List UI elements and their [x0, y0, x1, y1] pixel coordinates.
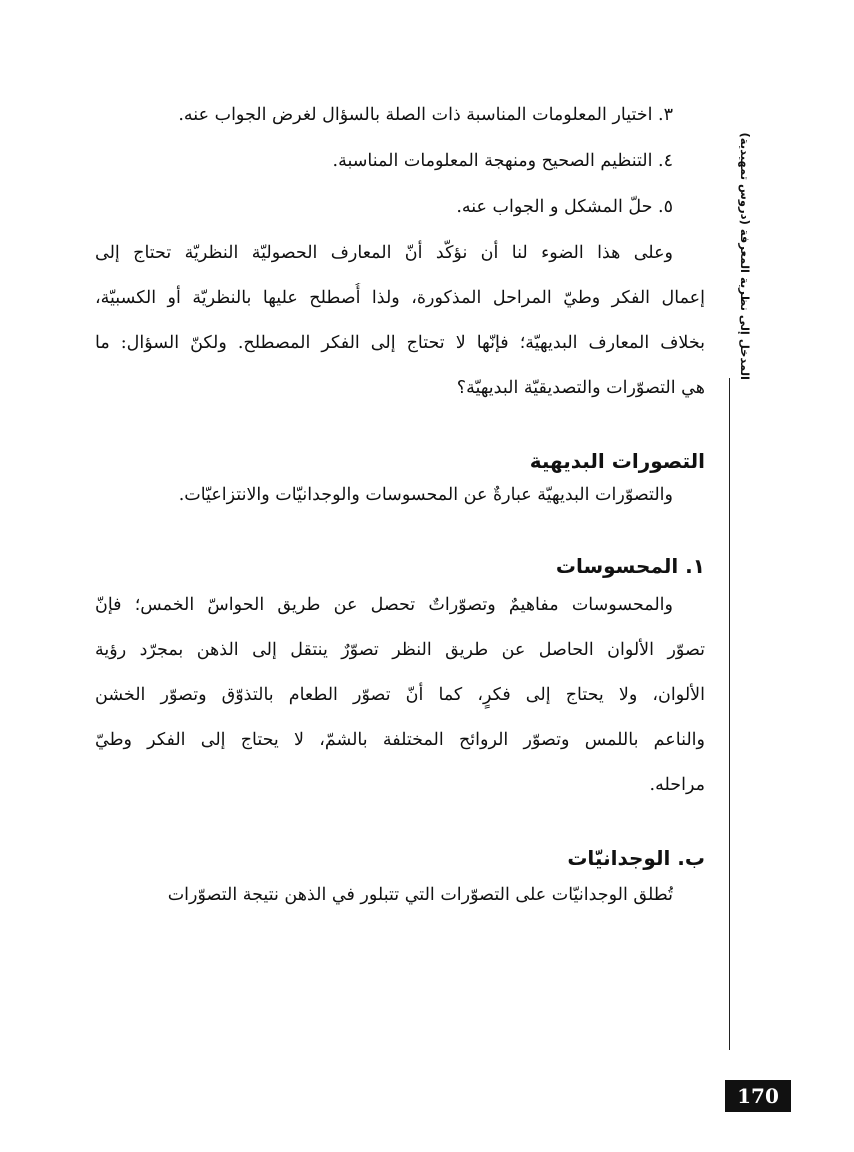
list-item-5: ٥. حلّ المشكل و الجواب عنه. — [456, 197, 673, 217]
page-number: 170 — [725, 1080, 791, 1112]
paragraph-3-line-1: تُطلق الوجدانيّات على التصوّرات التي تتبلور في الذهن نتيجة التصوّرات — [167, 885, 673, 905]
paragraph-1-line-4: هي التصوّرات والتصديقيّة البديهيّة؟ — [456, 378, 705, 398]
paragraph-1-line-2: إعمال الفكر وطيّ المراحل المذكورة، ولذا أُصطلح عليها بالنظريّة أو الكسبيّة، — [95, 288, 705, 308]
paragraph-2-line-1: والمحسوسات مفاهيمٌ وتصوّراتٌ تحصل عن طريق الحواسّ الخمس؛ فإنّ — [95, 595, 673, 615]
section-intro: والتصوّرات البديهيّة عبارةٌ عن المحسوسات والوجدانيّات والانتزاعيّات. — [178, 485, 673, 505]
list-item-3: ٣. اختيار المعلومات المناسبة ذات الصلة بالسؤال لغرض الجواب عنه. — [178, 105, 673, 125]
paragraph-1-line-3: بخلاف المعارف البديهيّة؛ فإنّها لا تحتاج إلى الفكر المصطلح. ولكنّ السؤال: ما — [95, 333, 705, 353]
side-title-text: المدخل إلى نظرية المعرفة (دروس تمهيدية) — [738, 132, 752, 380]
paragraph-2-line-5: مراحله. — [649, 775, 705, 795]
paragraph-2-line-4: والناعم باللمس وتصوّر الروائح المختلفة بالشمّ، لا يحتاج إلى الفكر وطيّ — [95, 730, 705, 750]
margin-rule — [729, 378, 730, 1050]
paragraph-1-line-1: وعلى هذا الضوء لنا أن نؤكّد أنّ المعارف الحصوليّة النظريّة تحتاج إلى — [95, 243, 673, 263]
main-text-column — [95, 0, 715, 1152]
running-side-title — [728, 126, 762, 380]
list-item-4: ٤. التنظيم الصحيح ومنهجة المعلومات المناسبة. — [332, 151, 673, 171]
paragraph-2-line-3: الألوان، ولا يحتاج إلى فكرٍ، كما أنّ تصوّر الطعام بالتذوّق وتصوّر الخشن — [95, 685, 705, 705]
subheading-introspective: ب. الوجدانيّات — [567, 846, 705, 870]
paragraph-2-line-2: تصوّر الألوان الحاصل عن طريق النظر تصوّرٌ ينتقل إلى الذهن بمجرّد رؤية — [95, 640, 705, 660]
section-heading: التصورات البديهية — [529, 449, 705, 473]
subheading-sensory: ١. المحسوسات — [555, 554, 705, 578]
